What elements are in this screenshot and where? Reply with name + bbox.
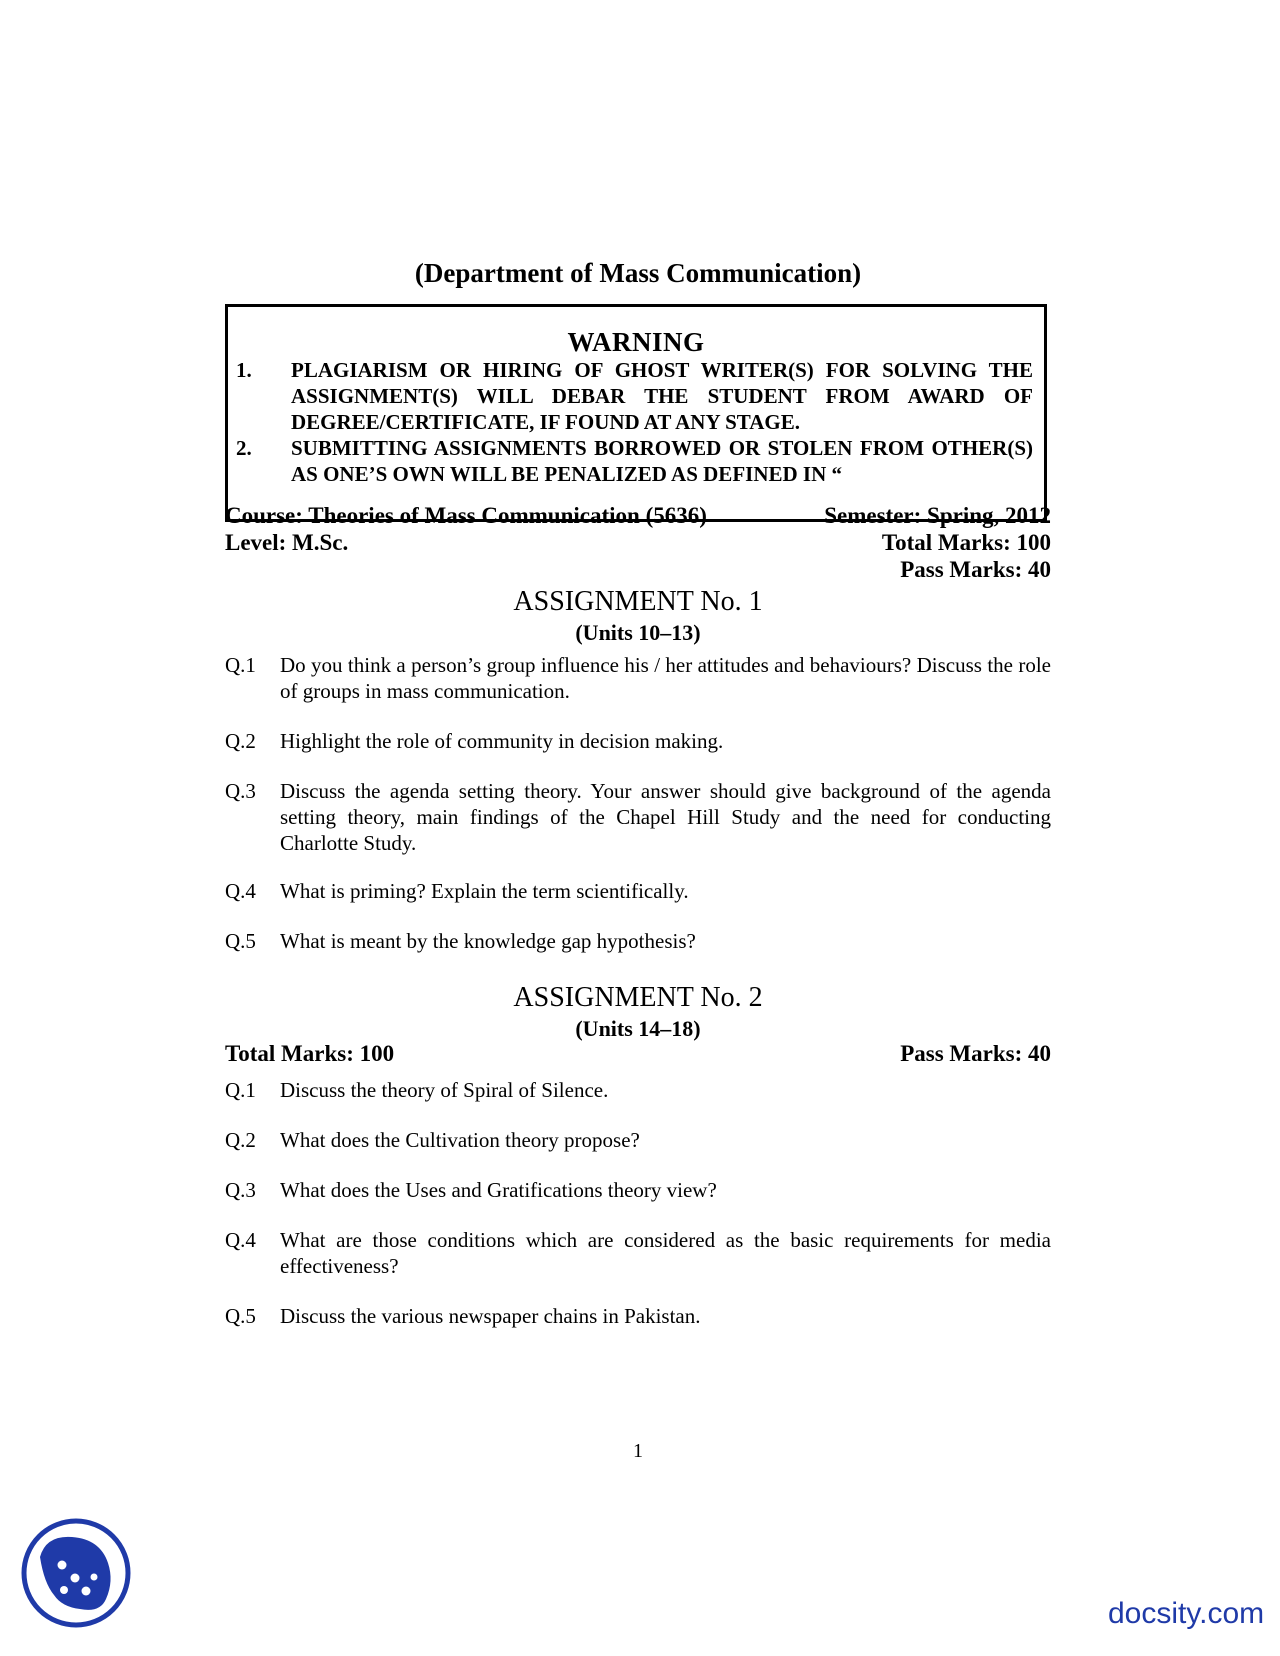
question-number: Q.4 — [225, 879, 256, 903]
assignment-2-marks-row — [225, 1041, 1051, 1067]
question-text: Discuss the agenda setting theory. Your answer should give background of the agenda setting theory, main findings of the Chapel Hill Study and the need for conducting Charlotte Study. — [280, 779, 1051, 855]
pass-marks-row — [225, 557, 1051, 583]
warning-title: WARNING — [567, 327, 705, 357]
question-number: Q.1 — [225, 1078, 256, 1102]
question-text: What is meant by the knowledge gap hypothesis? — [280, 929, 696, 953]
assignment-1-title: ASSIGNMENT No. 1 — [513, 586, 763, 617]
question-text: What is priming? Explain the term scientifically. — [280, 879, 689, 903]
question-number: Q.2 — [225, 729, 256, 753]
question-number: Q.3 — [225, 779, 256, 803]
assignment-1-units: (Units 10–13) — [575, 620, 701, 645]
question-number: Q.5 — [225, 929, 256, 953]
warning-box — [225, 304, 1047, 522]
course-row — [225, 503, 1051, 529]
department-heading: (Department of Mass Communication) — [414, 258, 862, 288]
question-text: Discuss the theory of Spiral of Silence. — [280, 1078, 609, 1102]
question-number: Q.1 — [225, 653, 256, 677]
page-number: 1 — [633, 1440, 643, 1462]
total-marks: Total Marks: 100 — [225, 1041, 395, 1066]
assignment-2-units: (Units 14–18) — [575, 1016, 701, 1041]
question-text: What does the Uses and Gratifications theory view? — [280, 1178, 717, 1202]
course-name: Course: Theories of Mass Communication (5636) — [225, 503, 707, 528]
warning-item-number: 1. — [236, 358, 252, 382]
assignment-2-title: ASSIGNMENT No. 2 — [513, 982, 763, 1013]
docsity-logo-icon[interactable] — [20, 1517, 132, 1629]
pass-marks: Pass Marks: 40 — [900, 1041, 1051, 1066]
question-number: Q.3 — [225, 1178, 256, 1202]
question-number: Q.5 — [225, 1304, 256, 1328]
question-number: Q.2 — [225, 1128, 256, 1152]
docsity-brand-link[interactable]: docsity.com — [1108, 1597, 1265, 1630]
warning-item-text: PLAGIARISM OR HIRING OF GHOST WRITER(S) FOR SOLVING THE ASSIGNMENT(S) WILL DEBAR THE STUDENT FROM AWARD OF DEGREE/CERTIFICATE, IF FOUND AT ANY STAGE. — [291, 358, 1033, 434]
semester: Semester: Spring, 2012 — [824, 503, 1051, 528]
pass-marks: Pass Marks: 40 — [900, 557, 1051, 582]
question-number: Q.4 — [225, 1228, 256, 1252]
question-text: Discuss the various newspaper chains in Pakistan. — [280, 1304, 701, 1328]
total-marks: Total Marks: 100 — [881, 530, 1051, 555]
question-text: Highlight the role of community in decision making. — [280, 729, 724, 753]
question-text: What are those conditions which are considered as the basic requirements for media effectiveness? — [280, 1228, 1051, 1278]
warning-item-text: SUBMITTING ASSIGNMENTS BORROWED OR STOLEN FROM OTHER(S) AS ONE’S OWN WILL BE PENALIZED AS DEFINED IN “ — [291, 436, 1033, 486]
warning-item-number: 2. — [236, 436, 252, 460]
question-text: What does the Cultivation theory propose? — [280, 1128, 640, 1152]
level-row — [225, 530, 1051, 556]
question-text: Do you think a person’s group influence his / her attitudes and behaviours? Discuss the role of groups in mass communication. — [280, 653, 1051, 703]
level: Level: M.Sc. — [225, 530, 349, 555]
